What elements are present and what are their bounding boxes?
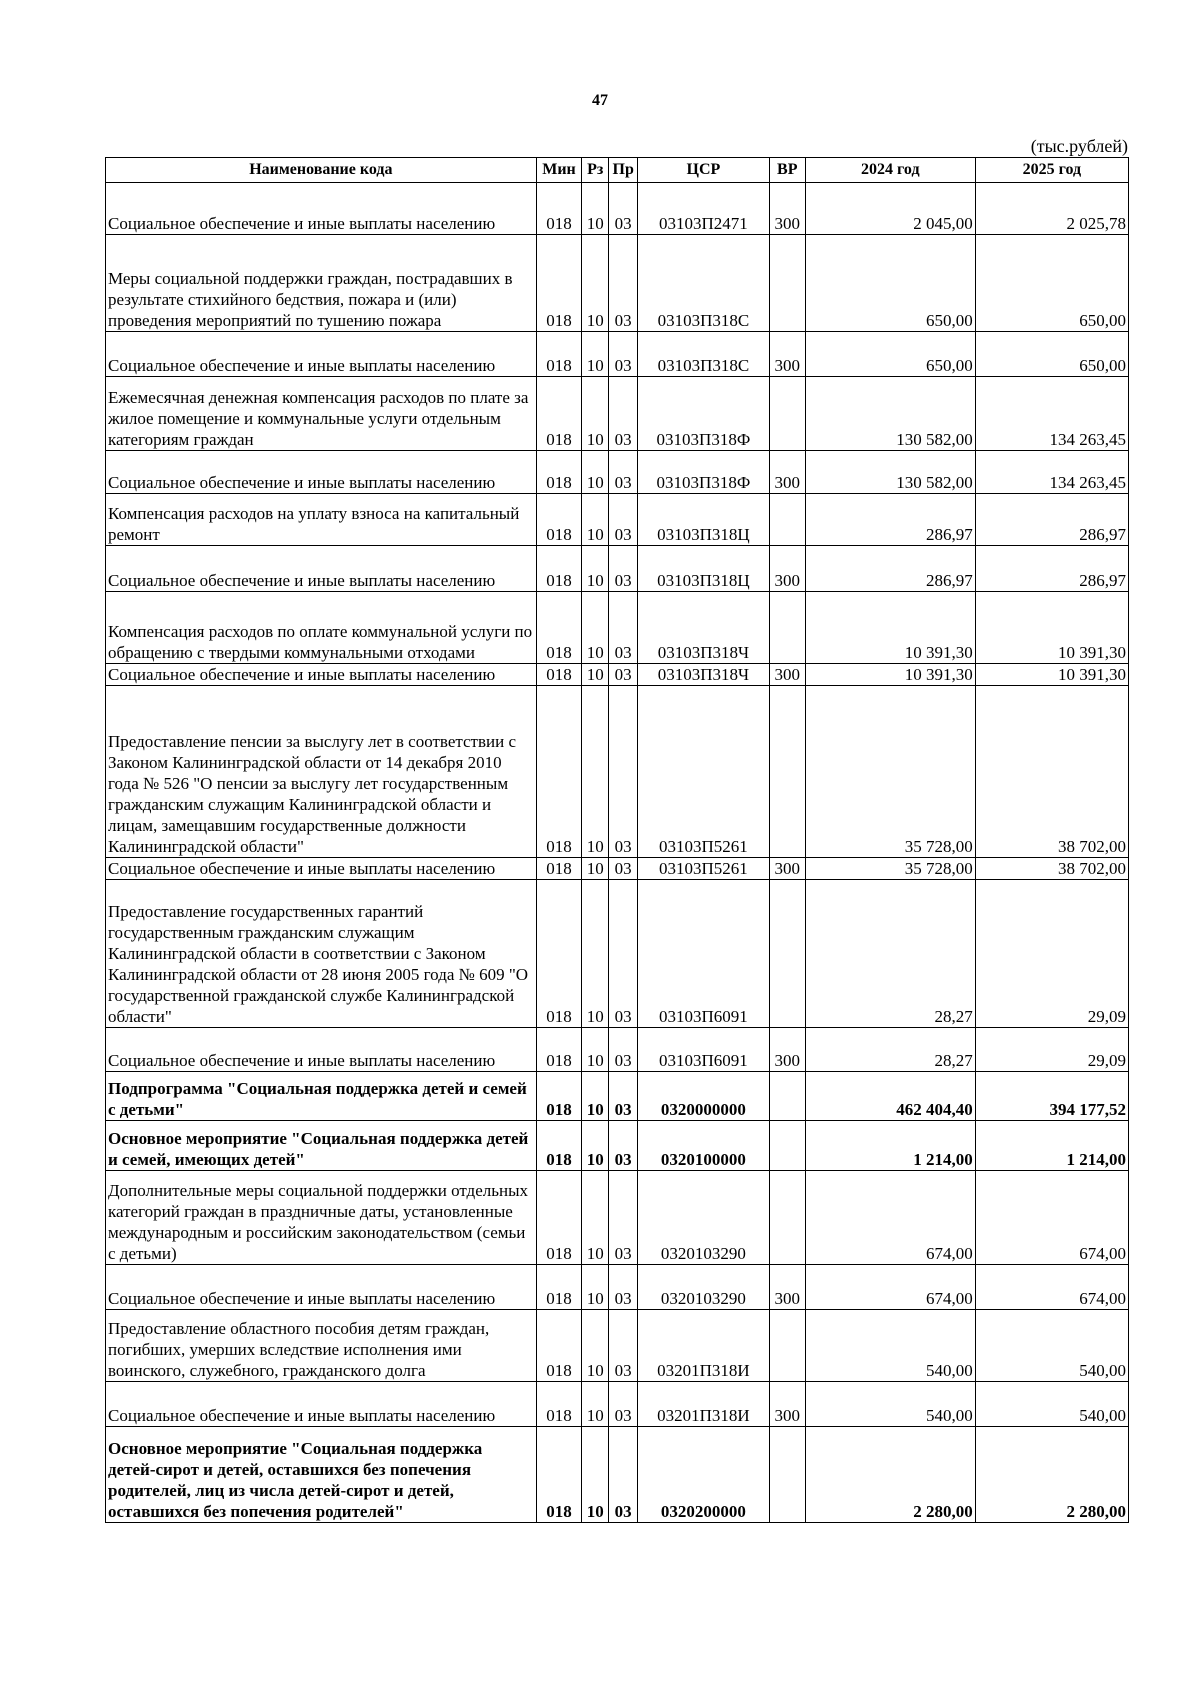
row-pr: 03: [609, 880, 638, 1028]
row-csr: 03103П318Ч: [638, 664, 769, 686]
row-csr: 03103П318С: [638, 332, 769, 377]
row-pr: 03: [609, 1382, 638, 1427]
row-min: 018: [536, 1072, 582, 1121]
row-pr: 03: [609, 1310, 638, 1382]
row-value-2025: 38 702,00: [975, 858, 1128, 880]
row-csr: 03103П318Ф: [638, 451, 769, 494]
row-value-2025: 286,97: [975, 494, 1128, 546]
row-rz: 10: [582, 1265, 609, 1310]
row-value-2024: 674,00: [805, 1265, 975, 1310]
row-value-2024: 540,00: [805, 1382, 975, 1427]
row-pr: 03: [609, 451, 638, 494]
row-min: 018: [536, 686, 582, 858]
table-row: [106, 183, 1129, 235]
row-value-2024: 650,00: [805, 332, 975, 377]
row-rz: 10: [582, 1382, 609, 1427]
row-rz: 10: [582, 451, 609, 494]
table-row: [106, 1427, 1129, 1523]
row-pr: 03: [609, 1121, 638, 1171]
row-min: 018: [536, 1171, 582, 1265]
row-value-2024: 674,00: [805, 1171, 975, 1265]
row-min: 018: [536, 1028, 582, 1072]
header-rz: Рз: [582, 158, 609, 183]
row-name: Подпрограмма "Социальная поддержка детей и семей с детьми": [106, 1072, 537, 1121]
header-2025: 2025 год: [975, 158, 1128, 183]
row-pr: 03: [609, 546, 638, 592]
row-vr: [769, 1121, 805, 1171]
row-vr: 300: [769, 1265, 805, 1310]
row-name: Предоставление пенсии за выслугу лет в соответствии с Законом Калининградской области от 14 декабря 2010 года № 526 "О пенсии за выслугу лет государственным гражданским служащим Калининградской области и лицам, замещавшим государственные должности Калининградской области": [106, 686, 537, 858]
row-vr: [769, 1310, 805, 1382]
row-name: Ежемесячная денежная компенсация расходов по плате за жилое помещение и коммунальные услуги отдельным категориям граждан: [106, 377, 537, 451]
row-name: Социальное обеспечение и иные выплаты населению: [106, 858, 537, 880]
row-value-2025: 650,00: [975, 235, 1128, 332]
row-rz: 10: [582, 494, 609, 546]
row-min: 018: [536, 494, 582, 546]
row-name: Социальное обеспечение и иные выплаты населению: [106, 664, 537, 686]
row-csr: 03103П5261: [638, 858, 769, 880]
row-rz: 10: [582, 332, 609, 377]
row-value-2025: 29,09: [975, 880, 1128, 1028]
row-value-2024: 2 280,00: [805, 1427, 975, 1523]
row-min: 018: [536, 183, 582, 235]
row-name: Социальное обеспечение и иные выплаты населению: [106, 1382, 537, 1427]
table-row: [106, 1310, 1129, 1382]
row-value-2024: 35 728,00: [805, 858, 975, 880]
row-min: 018: [536, 858, 582, 880]
row-vr: [769, 235, 805, 332]
row-csr: 0320100000: [638, 1121, 769, 1171]
row-rz: 10: [582, 1171, 609, 1265]
row-rz: 10: [582, 377, 609, 451]
row-csr: 03103П318Ц: [638, 546, 769, 592]
row-csr: 0320200000: [638, 1427, 769, 1523]
table-row: [106, 1382, 1129, 1427]
units-label: (тыс.рублей): [1030, 136, 1128, 156]
row-value-2024: 35 728,00: [805, 686, 975, 858]
row-name: Меры социальной поддержки граждан, пострадавших в результате стихийного бедствия, пожара и (или) проведения мероприятий по тушению пожара: [106, 235, 537, 332]
row-min: 018: [536, 1310, 582, 1382]
row-value-2025: 10 391,30: [975, 664, 1128, 686]
row-value-2025: 674,00: [975, 1171, 1128, 1265]
row-value-2024: 10 391,30: [805, 592, 975, 664]
row-csr: 03103П318Ц: [638, 494, 769, 546]
row-rz: 10: [582, 592, 609, 664]
row-csr: 03103П6091: [638, 1028, 769, 1072]
table-row: [106, 451, 1129, 494]
row-value-2024: 10 391,30: [805, 664, 975, 686]
row-csr: 03103П2471: [638, 183, 769, 235]
row-value-2024: 286,97: [805, 494, 975, 546]
row-csr: 03103П318С: [638, 235, 769, 332]
row-vr: [769, 592, 805, 664]
row-value-2025: 286,97: [975, 546, 1128, 592]
row-csr: 03103П6091: [638, 880, 769, 1028]
row-rz: 10: [582, 546, 609, 592]
row-vr: 300: [769, 664, 805, 686]
row-min: 018: [536, 1265, 582, 1310]
table-row: [106, 1072, 1129, 1121]
row-name: Социальное обеспечение и иные выплаты населению: [106, 546, 537, 592]
row-value-2024: 286,97: [805, 546, 975, 592]
row-min: 018: [536, 235, 582, 332]
table-row: [106, 686, 1129, 858]
row-min: 018: [536, 592, 582, 664]
table-row: [106, 1265, 1129, 1310]
row-min: 018: [536, 546, 582, 592]
row-rz: 10: [582, 880, 609, 1028]
row-value-2025: 134 263,45: [975, 451, 1128, 494]
row-rz: 10: [582, 1028, 609, 1072]
row-vr: [769, 1072, 805, 1121]
row-pr: 03: [609, 183, 638, 235]
table-row: [106, 858, 1129, 880]
table-row: [106, 1121, 1129, 1171]
row-vr: [769, 377, 805, 451]
row-csr: 03103П318Ч: [638, 592, 769, 664]
table-row: [106, 235, 1129, 332]
row-vr: [769, 1427, 805, 1523]
table-row: [106, 332, 1129, 377]
row-value-2024: 462 404,40: [805, 1072, 975, 1121]
table-row: [106, 664, 1129, 686]
row-value-2025: 38 702,00: [975, 686, 1128, 858]
row-name: Социальное обеспечение и иные выплаты населению: [106, 451, 537, 494]
row-csr: 0320000000: [638, 1072, 769, 1121]
row-vr: [769, 686, 805, 858]
row-value-2024: 540,00: [805, 1310, 975, 1382]
row-vr: 300: [769, 1382, 805, 1427]
row-value-2024: 28,27: [805, 880, 975, 1028]
row-value-2024: 130 582,00: [805, 377, 975, 451]
row-csr: 0320103290: [638, 1265, 769, 1310]
row-min: 018: [536, 664, 582, 686]
row-name: Социальное обеспечение и иные выплаты населению: [106, 1265, 537, 1310]
row-min: 018: [536, 1382, 582, 1427]
table-row: [106, 546, 1129, 592]
header-row: [106, 158, 1129, 183]
row-name: Компенсация расходов по оплате коммунальной услуги по обращению с твердыми коммунальными отходами: [106, 592, 537, 664]
budget-table: [105, 157, 1129, 1523]
row-rz: 10: [582, 858, 609, 880]
row-min: 018: [536, 451, 582, 494]
header-min: Мин: [536, 158, 582, 183]
row-vr: 300: [769, 332, 805, 377]
row-value-2025: 394 177,52: [975, 1072, 1128, 1121]
row-value-2025: 2 280,00: [975, 1427, 1128, 1523]
row-name: Социальное обеспечение и иные выплаты населению: [106, 1028, 537, 1072]
row-vr: 300: [769, 183, 805, 235]
row-pr: 03: [609, 332, 638, 377]
row-rz: 10: [582, 1427, 609, 1523]
row-csr: 03201П318И: [638, 1310, 769, 1382]
row-value-2025: 1 214,00: [975, 1121, 1128, 1171]
row-csr: 03201П318И: [638, 1382, 769, 1427]
row-pr: 03: [609, 664, 638, 686]
row-name: Социальное обеспечение и иные выплаты населению: [106, 332, 537, 377]
row-pr: 03: [609, 686, 638, 858]
row-rz: 10: [582, 1072, 609, 1121]
row-value-2025: 540,00: [975, 1310, 1128, 1382]
table-row: [106, 1028, 1129, 1072]
row-rz: 10: [582, 664, 609, 686]
row-pr: 03: [609, 1427, 638, 1523]
row-vr: [769, 880, 805, 1028]
row-vr: [769, 494, 805, 546]
row-vr: [769, 1171, 805, 1265]
row-value-2025: 674,00: [975, 1265, 1128, 1310]
page-number: 47: [592, 92, 608, 109]
row-value-2025: 540,00: [975, 1382, 1128, 1427]
row-min: 018: [536, 332, 582, 377]
table-body: [106, 183, 1129, 1523]
row-value-2024: 28,27: [805, 1028, 975, 1072]
row-name: Предоставление областного пособия детям граждан, погибших, умерших вследствие исполнения ими воинского, служебного, гражданского долга: [106, 1310, 537, 1382]
row-name: Дополнительные меры социальной поддержки отдельных категорий граждан в праздничные даты, установленные международным и российским законодательством (семьи с детьми): [106, 1171, 537, 1265]
table-row: [106, 377, 1129, 451]
row-rz: 10: [582, 235, 609, 332]
row-rz: 10: [582, 686, 609, 858]
row-name: Основное мероприятие "Социальная поддержка детей и семей, имеющих детей": [106, 1121, 537, 1171]
header-pr: Пр: [609, 158, 638, 183]
row-min: 018: [536, 1427, 582, 1523]
row-csr: 0320103290: [638, 1171, 769, 1265]
header-2024: 2024 год: [805, 158, 975, 183]
row-min: 018: [536, 1121, 582, 1171]
row-pr: 03: [609, 592, 638, 664]
row-pr: 03: [609, 235, 638, 332]
row-rz: 10: [582, 183, 609, 235]
table-row: [106, 592, 1129, 664]
row-vr: 300: [769, 546, 805, 592]
row-vr: 300: [769, 858, 805, 880]
row-value-2025: 2 025,78: [975, 183, 1128, 235]
row-name: Основное мероприятие "Социальная поддержка детей-сирот и детей, оставшихся без попечения родителей, лиц из числа детей-сирот и детей, оставшихся без попечения родителей": [106, 1427, 537, 1523]
row-pr: 03: [609, 1265, 638, 1310]
row-min: 018: [536, 880, 582, 1028]
row-vr: 300: [769, 451, 805, 494]
row-csr: 03103П5261: [638, 686, 769, 858]
row-value-2025: 10 391,30: [975, 592, 1128, 664]
row-rz: 10: [582, 1121, 609, 1171]
row-rz: 10: [582, 1310, 609, 1382]
header-csr: ЦСР: [638, 158, 769, 183]
header-name: Наименование кода: [106, 158, 537, 183]
row-min: 018: [536, 377, 582, 451]
table-row: [106, 494, 1129, 546]
table-row: [106, 880, 1129, 1028]
row-pr: 03: [609, 1171, 638, 1265]
header-vr: ВР: [769, 158, 805, 183]
row-pr: 03: [609, 377, 638, 451]
row-name: Предоставление государственных гарантий государственным гражданским служащим Калининградской области в соответствии с Законом Калининградской области от 28 июня 2005 года № 609 "О государственной гражданской службе Калининградской области": [106, 880, 537, 1028]
row-value-2024: 650,00: [805, 235, 975, 332]
row-pr: 03: [609, 858, 638, 880]
row-pr: 03: [609, 1028, 638, 1072]
row-value-2024: 1 214,00: [805, 1121, 975, 1171]
row-value-2025: 650,00: [975, 332, 1128, 377]
row-value-2025: 29,09: [975, 1028, 1128, 1072]
table-row: [106, 1171, 1129, 1265]
row-pr: 03: [609, 494, 638, 546]
row-value-2024: 130 582,00: [805, 451, 975, 494]
row-name: Социальное обеспечение и иные выплаты населению: [106, 183, 537, 235]
row-value-2024: 2 045,00: [805, 183, 975, 235]
row-value-2025: 134 263,45: [975, 377, 1128, 451]
row-vr: 300: [769, 1028, 805, 1072]
row-name: Компенсация расходов на уплату взноса на капитальный ремонт: [106, 494, 537, 546]
row-pr: 03: [609, 1072, 638, 1121]
row-csr: 03103П318Ф: [638, 377, 769, 451]
